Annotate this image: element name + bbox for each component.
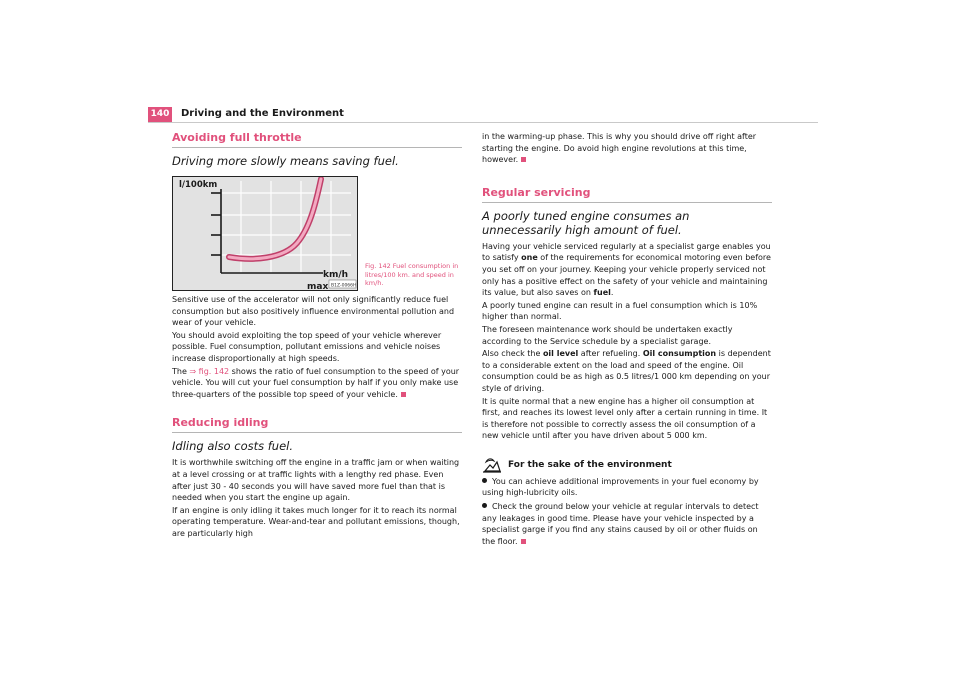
running-header-title: Driving and the Environment — [181, 108, 344, 119]
page-number: 140 — [148, 107, 172, 122]
left-column — [172, 131, 462, 540]
paragraph: If an engine is only idling it takes much longer for it to reach its normal operating temperature. Wear-and-tear and pollutant emissions, though, are particularly high — [172, 505, 460, 538]
section-subtitle-regular-servicing: A poorly tuned engine consumes an unnecessarily high amount of fuel. — [482, 208, 690, 237]
bullet-icon — [482, 503, 487, 508]
fuel-consumption-graph — [172, 176, 358, 291]
list-item — [482, 501, 772, 547]
paragraph-text: . — [610, 288, 614, 298]
environment-note-heading — [482, 456, 772, 474]
graph-y-label: l/100km — [179, 180, 218, 190]
paragraph — [172, 366, 462, 401]
paragraph-text: Also check the — [482, 349, 543, 359]
figure-reference-link[interactable]: ⇒ fig. 142 — [189, 366, 230, 376]
end-of-section-mark — [401, 392, 406, 397]
list-item-text: You can achieve additional improvements in your fuel economy by using high-lubricity oils. — [482, 476, 759, 498]
paragraph-text: shows the ratio of fuel consumption to the speed of your vehicle. You will cut your fuel consumption by half if you only make use three-quarters of the possible top speed of your vehicle. — [172, 366, 460, 399]
paragraph: A poorly tuned engine can result in a fuel consumption which is 10% higher than normal. — [482, 300, 758, 322]
paragraph — [482, 131, 772, 166]
section-title-reducing-idling: Reducing idling — [172, 416, 462, 433]
bold-text: oil level — [542, 349, 579, 359]
paragraph-text: of the requirements for economical motoring even before you set off on your journey. Keeping your vehicle properly serviced not only has a positive effect on the safety of your vehicle and maintaining its value, but also saves on — [482, 253, 771, 298]
section-title-regular-servicing: Regular servicing — [482, 186, 772, 203]
paragraph — [482, 241, 772, 299]
environment-note-title: For the sake of the environment — [508, 459, 672, 470]
paragraph — [482, 348, 772, 394]
consumption-curve-outline — [229, 179, 321, 259]
graph-svg — [173, 177, 357, 290]
environment-icon — [482, 456, 502, 474]
paragraph: The foreseen maintenance work should be undertaken exactly according to the Service schedule by a specialist garage. — [482, 324, 733, 346]
list-item — [482, 476, 772, 499]
bold-text: Oil consumption — [642, 349, 717, 359]
figure-142 — [172, 176, 462, 294]
section-title-full-throttle: Avoiding full throttle — [172, 131, 462, 148]
section-subtitle-full-throttle: Driving more slowly means saving fuel. — [172, 154, 399, 168]
list-item-text: Check the ground below your vehicle at regular intervals to detect any leakages in good time. Please have your vehicle inspected by a specialist garge if you find any stains caused by oil or other fluids on the floor. — [482, 502, 759, 546]
graph-code: B1Z-0066H — [331, 283, 357, 289]
bullet-icon — [482, 478, 487, 483]
paragraph: It is worthwhile switching off the engine in a traffic jam or when waiting at a level crossing or at traffic lights with a lengthy red phase. Even after just 30 - 40 seconds you will have saved more fuel than that is needed when you start the engine up again. — [172, 458, 460, 503]
bold-text: one — [521, 253, 538, 263]
paragraph-text: is dependent to a considerable extent on the load and speed of the engine. Oil consumption could be as high as 0.5 litres/1 000 km depending on your style of driving. — [482, 349, 771, 393]
right-column — [482, 131, 772, 547]
section-subtitle-reducing-idling: Idling also costs fuel. — [172, 439, 294, 454]
end-of-section-mark — [521, 157, 526, 162]
paragraph-text: Having your vehicle serviced regularly at a specialist garge enables you to satisfy — [482, 241, 771, 263]
paragraph: You should avoid exploiting the top speed of your vehicle wherever possible. Fuel consumption, pollutant emissions and vehicle noises increase disproportionally at high speeds. — [172, 330, 442, 363]
paragraph-text: The — [172, 366, 190, 376]
paragraph: Sensitive use of the accelerator will not only significantly reduce fuel consumption but also positively influence environmental pollution and wear of your vehicle. — [172, 295, 455, 328]
paragraph-text: in the warming-up phase. This is why you should drive off right after starting the engine. Do avoid high engine revolutions at this time, however. — [482, 132, 757, 165]
bold-text: fuel — [593, 288, 611, 298]
paragraph: It is quite normal that a new engine has a higher oil consumption at first, and reaches its lowest level only after a certain running in time. It is therefore not possible to correctly assess the oil consumption of a new vehicle until after you have driven about 5 000 km. — [482, 396, 768, 441]
figure-caption: Fig. 142 Fuel consumption in litres/100 km. and speed in km/h. — [365, 262, 459, 287]
graph-max-label: max — [307, 282, 329, 290]
header-rule — [148, 122, 818, 123]
paragraph-text: after refueling. — [578, 349, 643, 359]
end-of-section-mark — [521, 539, 526, 544]
graph-x-label: km/h — [323, 270, 349, 280]
